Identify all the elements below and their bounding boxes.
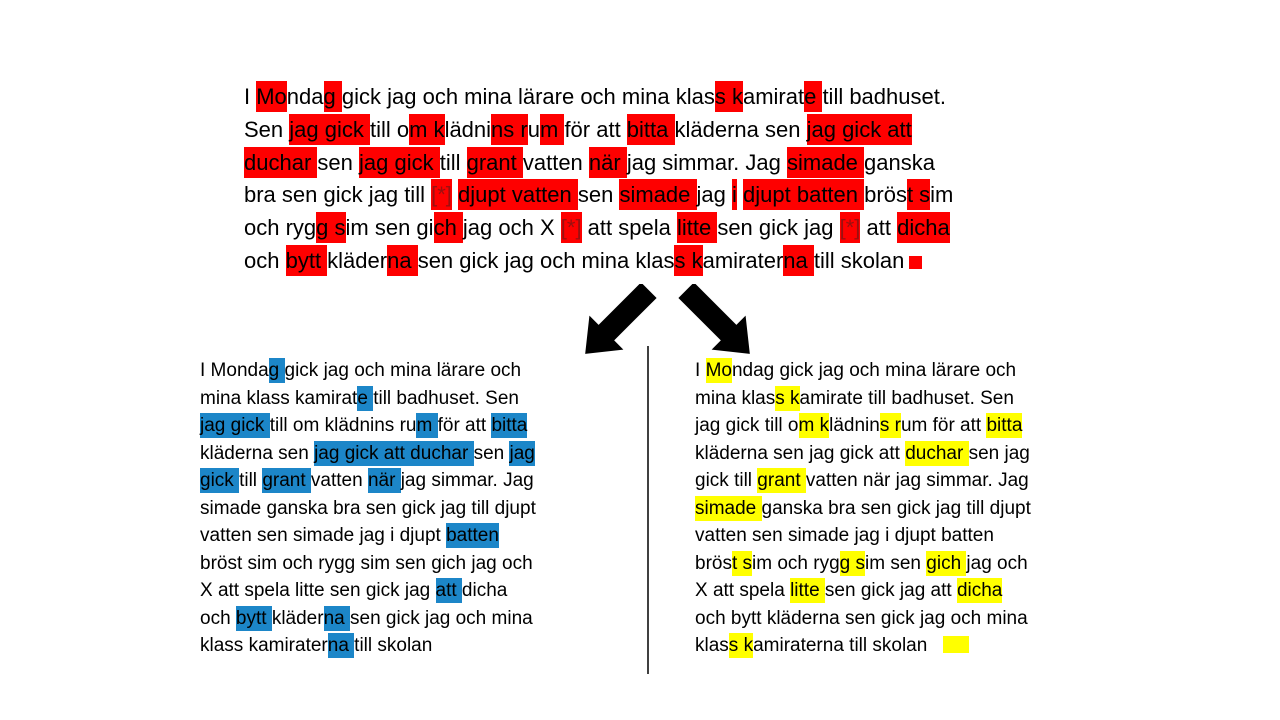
yellow-highlight: litte bbox=[790, 580, 825, 601]
blue-highlight: att bbox=[435, 580, 462, 601]
yellow-highlight: dicha bbox=[956, 580, 1003, 601]
text-run: vatten bbox=[522, 149, 589, 175]
text-run: ganska bra sen gick jag till djupt bbox=[761, 497, 1031, 519]
yellow-highlight: simade bbox=[695, 497, 762, 519]
text-run: sen jag bbox=[968, 442, 1030, 464]
text-run: till badhuset. Sen bbox=[373, 387, 519, 409]
text-run: mina klas bbox=[695, 387, 776, 409]
red-highlight: e bbox=[804, 81, 822, 112]
text-run: för att bbox=[437, 415, 492, 436]
text-run: till bbox=[439, 149, 467, 175]
red-highlight: g s bbox=[316, 212, 345, 243]
blue-highlight: bytt bbox=[235, 607, 272, 629]
text-run: im bbox=[930, 182, 954, 208]
yellow-highlight: gich bbox=[926, 552, 967, 574]
text-run: jag bbox=[696, 182, 733, 208]
text-run: bröst sim och rygg sim sen gich jag och bbox=[200, 552, 533, 574]
text-run: vatten sen simade jag i djupt batten bbox=[695, 525, 994, 546]
text-run: sen gick jag att bbox=[824, 580, 957, 601]
text-run: amirat bbox=[742, 84, 805, 109]
red-highlight: jag gick bbox=[289, 114, 370, 145]
down-left-arrow-icon bbox=[568, 284, 666, 362]
text-run: brös bbox=[864, 182, 907, 208]
red-highlight: simade bbox=[619, 179, 696, 210]
yellow-highlight: bitta bbox=[986, 415, 1023, 436]
text-run: X att spela bbox=[695, 580, 791, 601]
blue-highlight: batten bbox=[446, 525, 499, 546]
text-run: att bbox=[860, 215, 898, 241]
red-highlight: s k bbox=[715, 81, 743, 112]
text-run: för att bbox=[564, 116, 627, 142]
text-run: och bbox=[200, 607, 236, 629]
text-run: till skolan bbox=[354, 635, 433, 656]
text-run: I bbox=[695, 360, 706, 381]
yellow-highlight-version bbox=[695, 357, 1115, 660]
missing-token-marker: [*] bbox=[561, 212, 582, 243]
yellow-highlight-square bbox=[943, 636, 969, 653]
text-run: sen gick jag och mina bbox=[350, 607, 533, 629]
blue-highlight: jag bbox=[509, 442, 535, 464]
text-run: sen bbox=[473, 442, 510, 464]
yellow-highlight: grant bbox=[757, 470, 806, 491]
text-run: u bbox=[527, 116, 540, 142]
text-run: klass kamirater bbox=[200, 635, 328, 656]
text-run: sen bbox=[577, 182, 620, 208]
text-run: och bbox=[244, 247, 286, 273]
split-arrows bbox=[555, 284, 775, 362]
text-run: lädnin bbox=[829, 415, 880, 436]
blue-highlight: na bbox=[323, 607, 350, 629]
text-run: X att spela litte sen gick jag bbox=[200, 580, 436, 601]
text-run: kläderna sen bbox=[200, 442, 315, 464]
yellow-highlight: t s bbox=[731, 552, 753, 574]
red-highlight: ch bbox=[434, 212, 463, 243]
blue-highlight: grant bbox=[262, 470, 311, 491]
yellow-highlight: s k bbox=[775, 387, 800, 409]
text-run: till o bbox=[369, 116, 410, 142]
text-run: till om klädnins ru bbox=[269, 415, 417, 436]
missing-token-marker: [*] bbox=[840, 212, 861, 243]
red-highlight: när bbox=[589, 147, 627, 178]
text-run: jag och bbox=[966, 552, 1028, 574]
red-highlight: g bbox=[324, 81, 342, 112]
text-run: bra sen gick jag till bbox=[244, 182, 432, 208]
blue-highlight: gick bbox=[200, 470, 240, 491]
yellow-highlight: s r bbox=[879, 415, 901, 436]
blue-highlight: jag gick bbox=[200, 415, 270, 436]
column-divider bbox=[647, 346, 649, 674]
missing-token-marker: [*] bbox=[431, 179, 452, 210]
text-run: kläderna sen jag gick att bbox=[695, 442, 906, 464]
text-run: gick jag och mina lärare och bbox=[284, 360, 522, 381]
text-run: I Monda bbox=[200, 360, 269, 381]
yellow-highlight: g s bbox=[839, 552, 866, 574]
red-highlight: bytt bbox=[286, 245, 328, 276]
red-highlight: na bbox=[783, 245, 814, 276]
text-run: simade ganska bra sen gick jag till djupt bbox=[200, 497, 536, 519]
blue-highlight: när bbox=[367, 470, 401, 491]
blue-highlight: bitta bbox=[491, 415, 528, 436]
text-run: vatten när jag simmar. Jag bbox=[805, 470, 1029, 491]
text-run: im sen bbox=[865, 552, 927, 574]
text-run: att spela bbox=[581, 215, 677, 241]
text-run: ganska bbox=[864, 149, 935, 175]
text-run: vatten bbox=[310, 470, 368, 491]
text-run: och bytt kläderna sen gick jag och mina bbox=[695, 607, 1028, 629]
text-run: och ryg bbox=[244, 215, 317, 241]
text-run: till badhuset. bbox=[822, 84, 946, 109]
text-run: jag och X bbox=[462, 215, 561, 241]
text-run: brös bbox=[695, 552, 732, 574]
blue-highlight: m bbox=[416, 415, 438, 436]
text-run: gick jag och mina lärare och mina klas bbox=[341, 84, 715, 109]
blue-highlight: e bbox=[357, 387, 374, 409]
text-run: mina klass kamirat bbox=[200, 387, 358, 409]
text-run: sen gick jag bbox=[717, 215, 840, 241]
blue-highlight: g bbox=[268, 360, 285, 381]
text-run: amirater bbox=[702, 247, 784, 273]
text-run: I bbox=[244, 84, 257, 109]
red-highlight: jag gick bbox=[359, 147, 440, 178]
text-run: klas bbox=[695, 635, 729, 656]
yellow-highlight: s k bbox=[728, 635, 754, 656]
red-highlight: bitta bbox=[627, 114, 675, 145]
text-run: till skolan bbox=[813, 247, 905, 273]
text-run: sen gick jag och mina klas bbox=[417, 247, 675, 273]
text-run: kläder bbox=[271, 607, 324, 629]
text-run: gick till bbox=[695, 470, 758, 491]
text-run: sen bbox=[317, 149, 359, 175]
text-run: nda bbox=[286, 84, 324, 109]
text-run: um för att bbox=[900, 415, 987, 436]
text-run: Sen bbox=[244, 116, 290, 142]
red-highlight-square bbox=[909, 256, 922, 269]
text-run: kläder bbox=[327, 247, 388, 273]
text-run: ndag gick jag och mina lärare och bbox=[731, 360, 1017, 381]
text-run: jag simmar. Jag bbox=[400, 470, 534, 491]
red-highlight: jag gick att bbox=[807, 114, 912, 145]
red-highlight: litte bbox=[677, 212, 717, 243]
text-run: amiraterna till skolan bbox=[753, 635, 933, 656]
red-highlight: simade bbox=[787, 147, 864, 178]
red-highlight: djupt vatten bbox=[458, 179, 578, 210]
yellow-highlight: Mo bbox=[705, 360, 732, 381]
red-highlight: ns r bbox=[491, 114, 528, 145]
red-highlight: m k bbox=[409, 114, 444, 145]
red-highlight: na bbox=[387, 245, 418, 276]
text-run: jag simmar. Jag bbox=[626, 149, 787, 175]
yellow-highlight: duchar bbox=[905, 442, 969, 464]
red-highlight: grant bbox=[467, 147, 523, 178]
source-text-paragraph bbox=[244, 81, 953, 278]
text-run: jag gick till o bbox=[695, 415, 799, 436]
red-highlight: i bbox=[732, 179, 737, 210]
blue-highlight-version bbox=[200, 357, 630, 660]
red-highlight: m bbox=[540, 114, 564, 145]
red-highlight: Mo bbox=[256, 81, 287, 112]
red-highlight: dicha bbox=[897, 212, 950, 243]
text-run: lädni bbox=[444, 116, 492, 142]
text-run: amirate till badhuset. Sen bbox=[799, 387, 1014, 409]
down-right-arrow-icon bbox=[669, 284, 767, 362]
red-highlight: t s bbox=[907, 179, 930, 210]
text-run: vatten sen simade jag i djupt bbox=[200, 525, 447, 546]
red-highlight: duchar bbox=[244, 147, 317, 178]
red-highlight: djupt batten bbox=[743, 179, 864, 210]
text-run: im sen gi bbox=[345, 215, 434, 241]
text-run: im och ryg bbox=[752, 552, 840, 574]
text-run: kläderna sen bbox=[674, 116, 807, 142]
text-run: till bbox=[239, 470, 263, 491]
red-highlight: s k bbox=[674, 245, 702, 276]
text-run: dicha bbox=[461, 580, 508, 601]
blue-highlight: jag gick att duchar bbox=[314, 442, 474, 464]
blue-highlight: na bbox=[327, 635, 355, 656]
yellow-highlight: m k bbox=[798, 415, 830, 436]
